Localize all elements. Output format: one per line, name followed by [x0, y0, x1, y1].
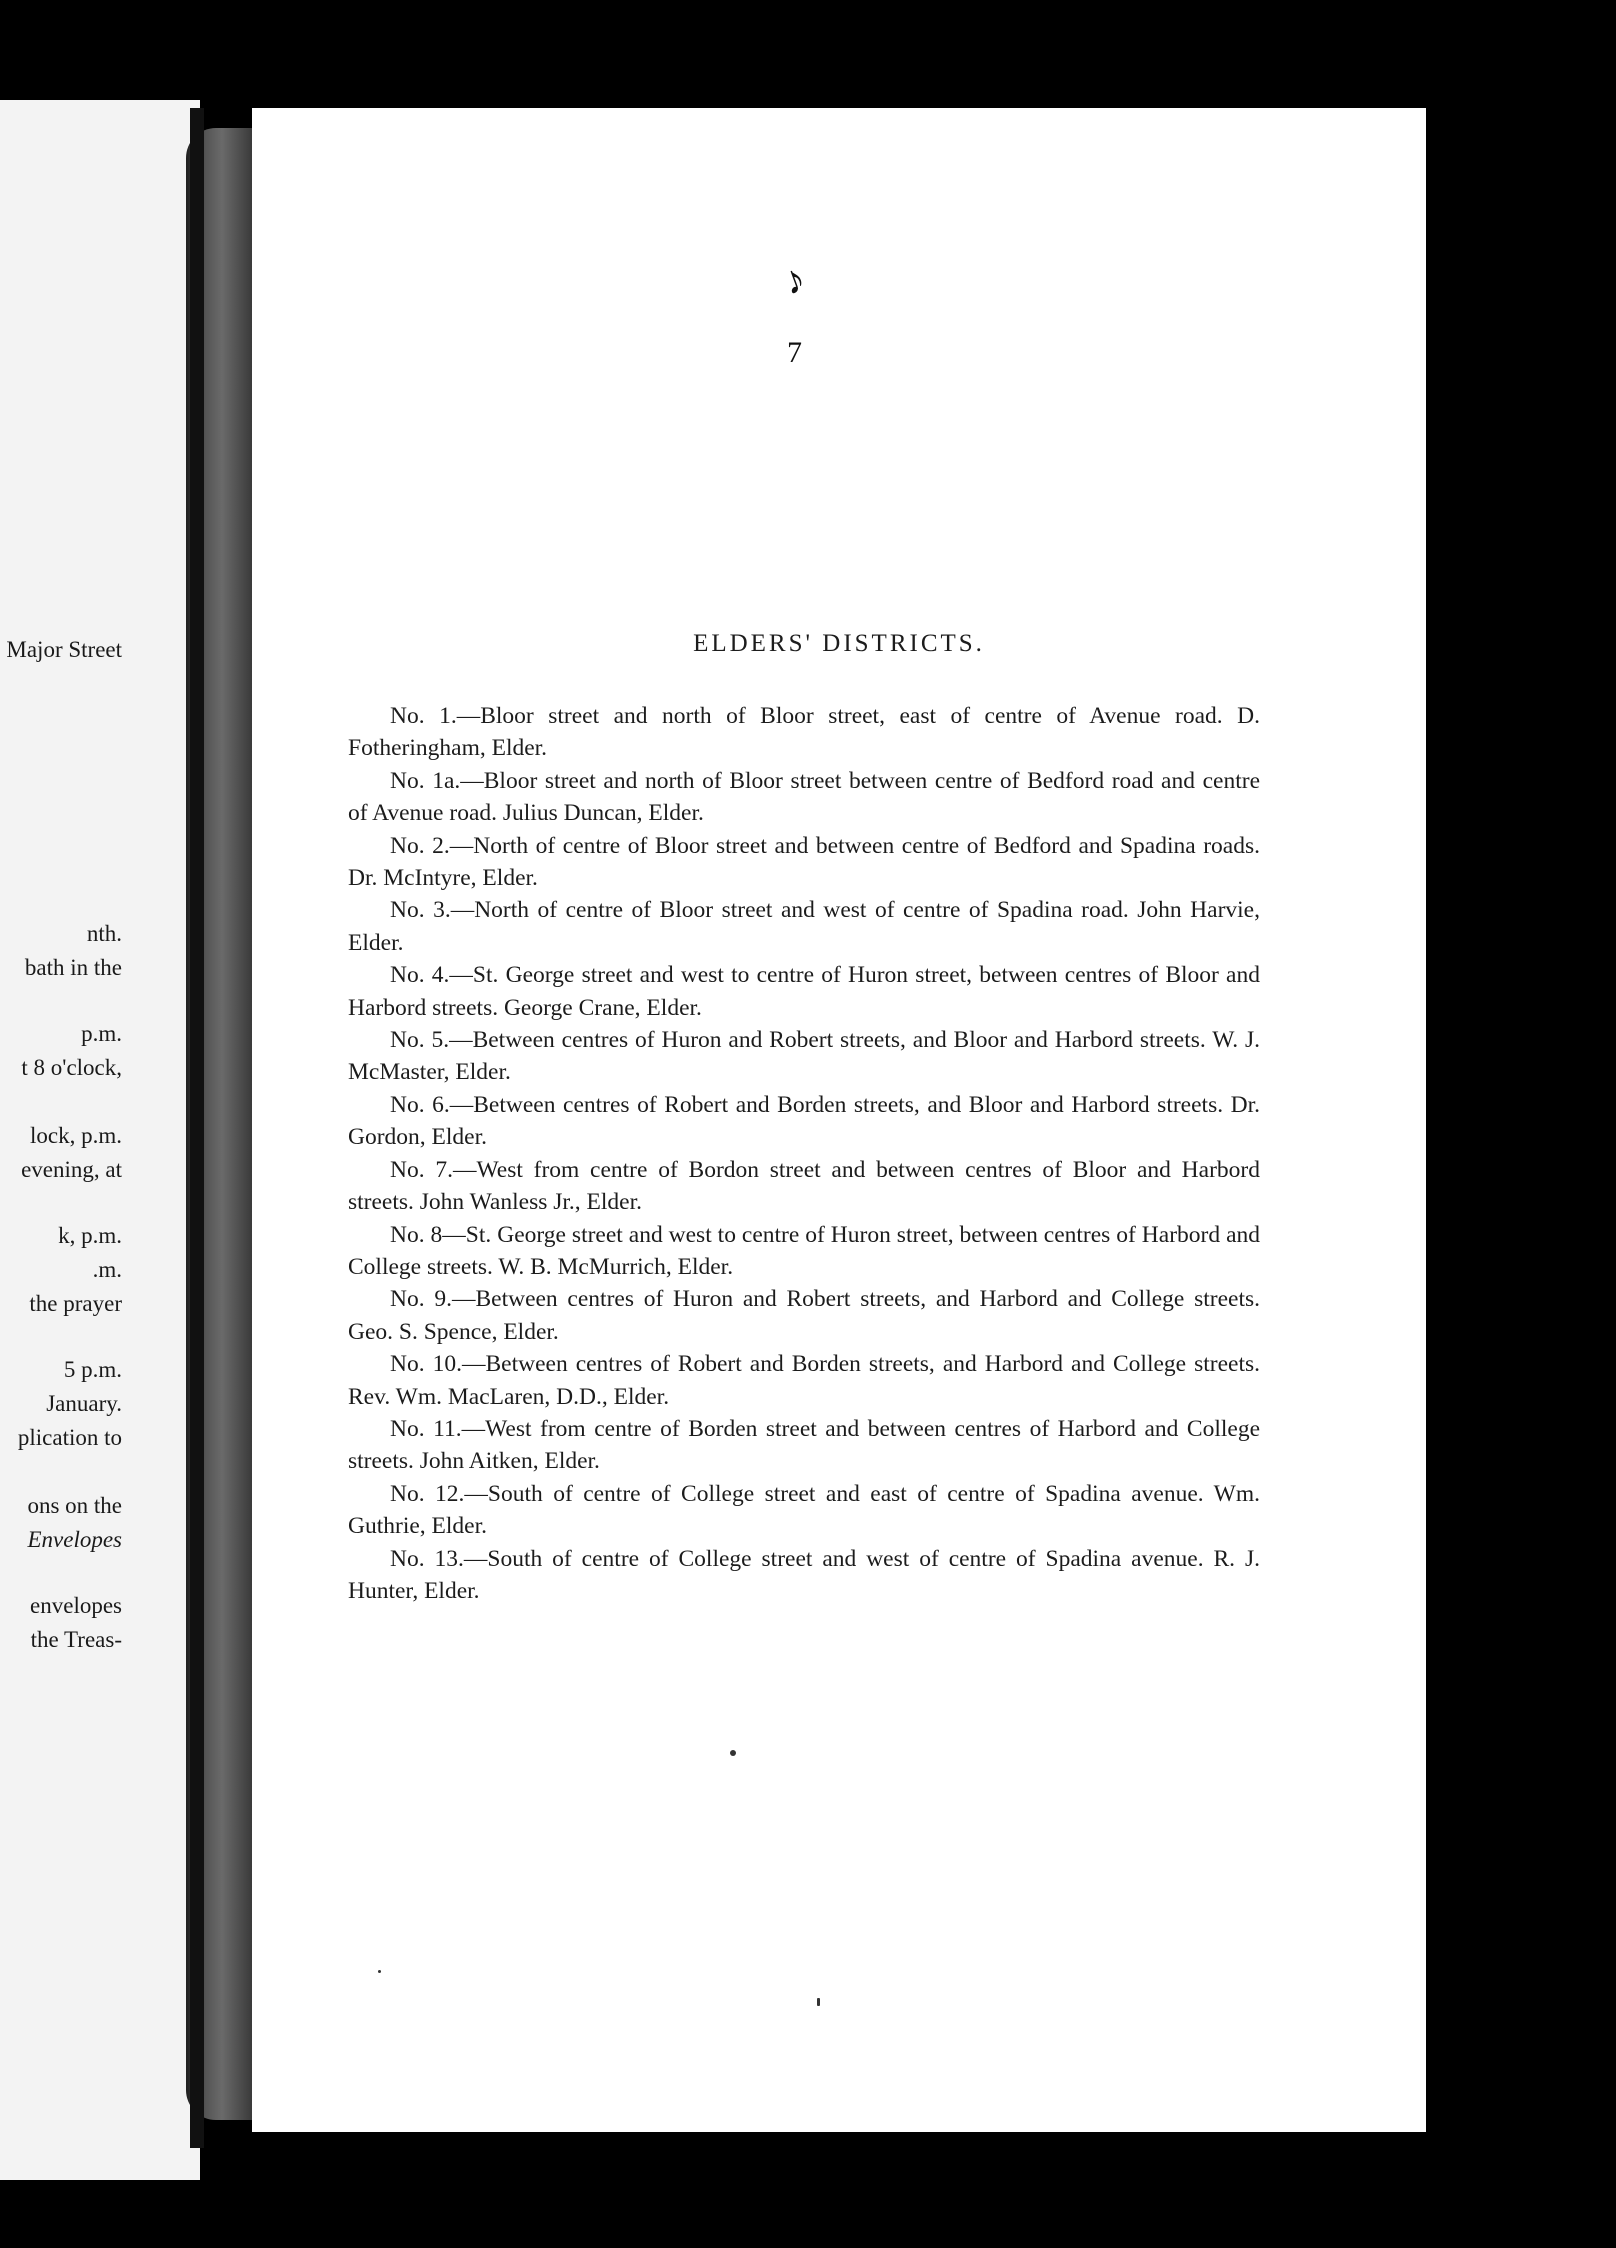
paper-speck [817, 1998, 820, 2006]
district-entry: No. 1a.—Bloor street and north of Bloor street between centre of Bedford road and centre of Avenue road. Julius Duncan, Elder. [348, 767, 1260, 827]
ornament-mark: ♪ [776, 254, 812, 305]
left-fragment: nth. [86, 921, 122, 946]
district-list [348, 700, 1260, 1607]
district-entry: No. 5.—Between centres of Huron and Robert streets, and Bloor and Harbord streets. W. J. McMaster, Elder. [348, 1027, 1260, 1086]
left-fragment: 5 p.m. [63, 1357, 122, 1382]
left-fragment: t 8 o'clock, [21, 1055, 122, 1080]
left-fragment: the Treas- [30, 1627, 122, 1652]
left-fragment: ons on the [27, 1493, 122, 1518]
left-facing-page [0, 100, 200, 2180]
left-fragment: .m. [92, 1257, 122, 1282]
main-page [252, 108, 1426, 2132]
paper-speck [730, 1750, 736, 1756]
district-entry: No. 8—St. George street and west to centre of Huron street, between centres of Harbord and College streets. W. B. McMurrich, Elder. [348, 1221, 1260, 1280]
district-entry: No. 9.—Between centres of Huron and Robert streets, and Harbord and College streets. Geo. S. Spence, Elder. [348, 1286, 1260, 1345]
section-heading: ELDERS' DISTRICTS. [693, 630, 985, 657]
left-fragment: plication to [17, 1425, 122, 1450]
district-entry: No. 11.—West from centre of Borden street and between centres of Harbord and College streets. John Aitken, Elder. [348, 1415, 1260, 1475]
district-entry: No. 13.—South of centre of College street and west of centre of Spadina avenue. R. J. Hunter, Elder. [348, 1545, 1260, 1604]
paper-speck [378, 1970, 381, 1973]
left-fragment: the prayer [29, 1291, 122, 1316]
district-entry: No. 7.—West from centre of Bordon street and between centres of Bloor and Harbord streets. John Wanless Jr., Elder. [348, 1156, 1260, 1216]
district-entry: No. 4.—St. George street and west to centre of Huron street, between centres of Bloor and Harbord streets. George Crane, Elder. [348, 962, 1260, 1021]
book-spine-edge [190, 108, 204, 2148]
left-fragment: p.m. [81, 1021, 122, 1046]
left-fragment: envelopes [30, 1593, 122, 1618]
left-fragment: January. [46, 1391, 122, 1416]
left-fragment: Major Street [6, 637, 122, 662]
district-entry: No. 6.—Between centres of Robert and Borden streets, and Bloor and Harbord streets. Dr. Gordon, Elder. [348, 1091, 1260, 1151]
left-fragment: k, p.m. [58, 1223, 122, 1248]
district-entry: No. 1.—Bloor street and north of Bloor street, east of centre of Avenue road. D. Fotheringham, Elder. [348, 703, 1260, 762]
left-fragment: lock, p.m. [30, 1123, 122, 1148]
district-entry: No. 3.—North of centre of Bloor street and west of centre of Spadina road. John Harvie, Elder. [348, 897, 1260, 956]
district-entry: No. 10.—Between centres of Robert and Borden streets, and Harbord and College streets. Rev. Wm. MacLaren, D.D., Elder. [348, 1351, 1260, 1410]
left-fragment: Envelopes [27, 1527, 122, 1552]
left-fragment: bath in the [24, 955, 122, 980]
district-entry: No. 12.—South of centre of College street and east of centre of Spadina avenue. Wm. Guthrie, Elder. [348, 1480, 1260, 1540]
left-fragment: evening, at [21, 1157, 122, 1182]
page-number: 7 [787, 336, 802, 369]
district-entry: No. 2.—North of centre of Bloor street and between centre of Bedford and Spadina roads. Dr. McIntyre, Elder. [348, 832, 1260, 892]
